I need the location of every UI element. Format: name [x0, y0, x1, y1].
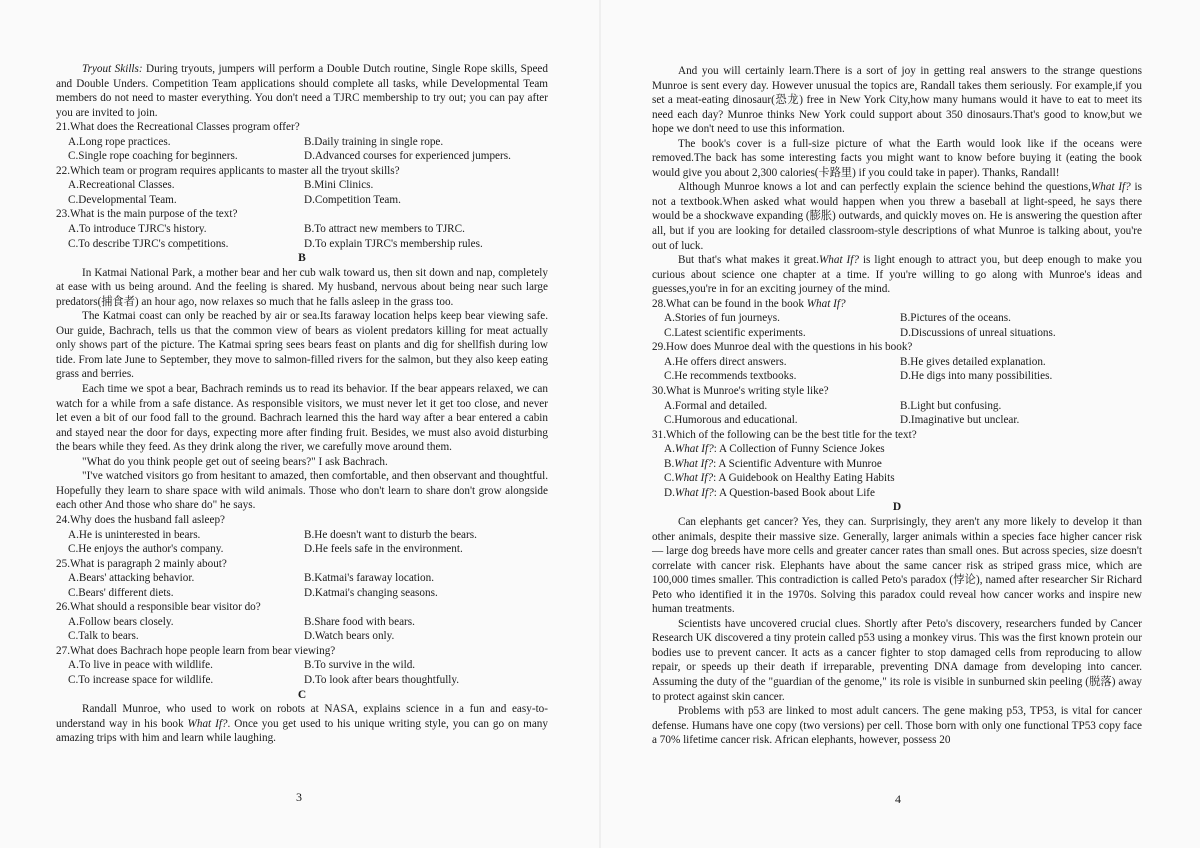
option-b: B.Share food with bears.: [304, 615, 415, 628]
question-stem: 31.Which of the following can be the best title for the text?: [652, 428, 917, 441]
question-stem: 23.What is the main purpose of the text?: [56, 208, 238, 221]
text-run: is not a textbook.When asked what would happen when you threw a baseball at light-speed, he says there would be a shockwave expanding (膨胀) outwards, and quickly moves on. He is answering the question after all, but if you are looking for detailed classroom-style descriptions of what Munroe is talking about, you're out of luck.: [652, 181, 1143, 252]
passage-b-paragraph-1: In Katmai National Park, a mother bear and her cub walk toward us, then sit down and nap, completely at ease with us being around. And the feeling is shared. My husband, nervous about being near such large predators(捕食者) an hour ago, now relaxes so much that he falls asleep in the grass too.: [56, 266, 548, 308]
tryout-skills-text: During tryouts, jumpers will perform a Double Dutch routine, Single Rope skills, Speed and Double Unders. Competition Team applications should complete all tasks, while Developmental Team members do not need to master everything. You don't need a TJRC membership to try out; you can pay after you are invited to join.: [56, 63, 548, 119]
book-title: What If?: [674, 443, 714, 456]
text-run: A.: [664, 443, 675, 456]
book-title: What If?: [1090, 181, 1131, 194]
passage-c-paragraph-2: And you will certainly learn.There is a sort of joy in getting real answers to the strange questions Munroe is sent every day. However unusual the topics are, Randall takes them seriously. For example,if you set a meat-eating dinosaur(恐龙) free in New York City,how many humans would it have to eat to meet its need each day? Munroe thinks New York could support about 350 dinosaurs.That's good to know,but we hope we don't need to use this information.: [652, 65, 1142, 136]
option-c: C.Latest scientific experiments.: [664, 326, 806, 339]
option-c: C.Bears' different diets.: [68, 586, 174, 599]
passage-d-paragraph-3: Problems with p53 are linked to most adult cancers. The gene making p53, TP53, is vital for cancer defense. Humans have one copy (two versions) per cell. Those born with only one functional TP53 copy face a 70% lifetime cancer risk. African elephants, however, possess 20: [652, 705, 1142, 747]
question-25: [56, 557, 548, 601]
question-stem: 25.What is paragraph 2 mainly about?: [56, 557, 227, 570]
option-d: D.Watch bears only.: [304, 630, 395, 643]
book-title: What If?: [187, 717, 228, 730]
passage-d-paragraph-1: Can elephants get cancer? Yes, they can. Surprisingly, they aren't any more likely to develop it than other animals, despite their massive size. Generally, larger animals within a species face higher cancer risk — large dog breeds have more cells and greater cancer rates than small ones. But across species, size doesn't correlate with cancer risk. Elephants have about the same cancer risk as striped grass mice, which are 100,000 times smaller. This contradiction is called Peto's paradox (悖论), named after researcher Sir Richard Peto who identified it in the 1970s. Solving this paradox could reveal how cancer works and inspire new human treatments.: [652, 515, 1142, 616]
text-run: Although Munroe knows a lot and can perfectly explain the science behind the questions,: [678, 181, 1091, 194]
text-run: . Once you get used to his unique writing style, you can go on many amazing trips with him and learn while laughing.: [56, 717, 548, 745]
option-d: D.Imaginative but unclear.: [900, 414, 1020, 427]
question-stem: [652, 297, 1142, 312]
question-31: [652, 428, 1142, 501]
option-a: A.Follow bears closely.: [68, 615, 174, 628]
question-stem: 30.What is Munroe's writing style like?: [652, 385, 829, 398]
text-run: is light enough to attract you, but deep enough to make you curious about science one chapter at a time. If you're willing to go along with Munroe's ideas and guesses,you're in for an exciting journey of the mind.: [652, 254, 1142, 296]
text-run: : A Scientific Adventure with Munroe: [713, 457, 882, 470]
option-a: A.Long rope practices.: [68, 135, 171, 148]
question-28: [652, 297, 1142, 341]
tryout-skills-label: Tryout Skills:: [82, 63, 143, 75]
option-c: C.Talk to bears.: [68, 630, 139, 643]
section-b-heading: B: [298, 252, 306, 265]
option-c: C.To describe TJRC's competitions.: [68, 237, 229, 250]
text-run: D.: [664, 486, 675, 499]
question-stem: 24.Why does the husband fall asleep?: [56, 513, 226, 526]
option-a: A.Bears' attacking behavior.: [68, 572, 195, 585]
section-d-heading: D: [892, 501, 902, 514]
question-22: [56, 164, 548, 208]
page-4: [600, 0, 1200, 848]
question-26: [56, 600, 548, 644]
text-run: : A Collection of Funny Science Jokes: [713, 443, 885, 456]
option-b: B.Daily training in single rope.: [304, 135, 444, 148]
option-b: B.Katmai's faraway location.: [304, 572, 435, 585]
option-c: C.Single rope coaching for beginners.: [68, 150, 238, 163]
option-b: [664, 457, 1142, 472]
question-stem: 22.Which team or program requires applicants to master all the tryout skills?: [56, 164, 400, 177]
passage-c-paragraph-3: The book's cover is a full-size picture of what the Earth would look like if the oceans were removed.The back has some interesting facts you might want to know before buying it (eating the book would give you about 2,300 calories(卡路里) if you could take in paper). Thanks, Randall!: [652, 137, 1142, 179]
passage-c-paragraph-4: [652, 180, 1142, 253]
section-c-heading: C: [297, 688, 307, 701]
option-a: A.Formal and detailed.: [664, 399, 768, 412]
option-d: D.Katmai's changing seasons.: [304, 586, 438, 599]
option-b: B.To attract new members to TJRC.: [304, 223, 465, 236]
book-title: What If?: [806, 297, 846, 310]
question-30: [652, 384, 1142, 428]
option-b: B.To survive in the wild.: [304, 659, 416, 672]
option-a: A.He offers direct answers.: [664, 355, 787, 368]
option-a: A.Recreational Classes.: [68, 179, 175, 192]
text-run: C.: [664, 472, 675, 485]
book-title: What If?: [674, 486, 714, 499]
option-d: D.Competition Team.: [304, 193, 401, 206]
question-stem: 27.What does Bachrach hope people learn from bear viewing?: [56, 644, 336, 657]
option-a: A.To introduce TJRC's history.: [68, 223, 207, 236]
option-b: B.Mini Clinics.: [304, 179, 374, 192]
option-c: C.He recommends textbooks.: [664, 370, 797, 383]
question-stem: 26.What should a responsible bear visitor do?: [56, 601, 261, 614]
passage-b-paragraph-4: "What do you think people get out of seeing bears?" I ask Bachrach.: [82, 455, 388, 468]
option-c: C.He enjoys the author's company.: [68, 543, 224, 556]
question-stem: 21.What does the Recreational Classes program offer?: [56, 121, 300, 134]
option-d: D.He feels safe in the environment.: [304, 543, 463, 556]
option-a: A.Stories of fun journeys.: [664, 312, 780, 325]
option-d: D.He digs into many possibilities.: [900, 370, 1053, 383]
option-c: C.Developmental Team.: [68, 193, 177, 206]
question-29: [652, 340, 1142, 384]
text-run: But that's what makes it great.: [678, 254, 819, 267]
passage-b-paragraph-5: "I've watched visitors go from hesitant to amazed, then comfortable, and then observant and thoughtful. Hopefully they learn to share space with wild animals. Those who don't learn to share don't grow alongside each other And those who share do" he says.: [56, 470, 548, 512]
passage-b-paragraph-3: Each time we spot a bear, Bachrach reminds us to read its behavior. If the bear appears relaxed, we can watch for a while from a safe distance. As responsible visitors, we must never let it get too close, and never let even a bit of our food fall to the ground. Bachrach learned this the hard way after a bear entered a cabin and stayed near the door for days, expecting more after finding fruit. Besides, we must also avoid disturbing the bears while they feed. As they drink along the river, we carefully move around them.: [56, 383, 548, 454]
option-d: D.Advanced courses for experienced jumpers.: [304, 150, 511, 163]
option-d: D.To look after bears thoughtfully.: [304, 673, 460, 686]
option-d: [664, 486, 1142, 501]
text-run: : A Guidebook on Healthy Eating Habits: [713, 472, 895, 485]
page-number: 4: [895, 792, 901, 806]
option-c: C.To increase space for wildlife.: [68, 673, 214, 686]
option-a: A.He is uninterested in bears.: [68, 528, 201, 541]
book-title: What If?: [674, 457, 714, 470]
text-run: 28.What can be found in the book: [652, 297, 807, 310]
book-title: What If?: [818, 254, 859, 267]
passage-d-paragraph-2: Scientists have uncovered crucial clues. Shortly after Peto's discovery, researchers funded by Cancer Research UK discovered a tiny protein called p53 using a monkey virus. This was the first known protein our bodies use to prevent cancer. It acts as a cancer fighter to stop damaged cells from reproducing to allow repair, or speeds up their death if irreparable, preventing DNA damage from developing into cancer. Assuming the duty of the "guardian of the genome," its role is visible in sunburned skin peeling (脱落) away to protect against skin cancer.: [652, 617, 1142, 703]
option-d: D.Discussions of unreal situations.: [900, 326, 1056, 339]
option-b: B.Pictures of the oceans.: [900, 312, 1011, 325]
question-23: [56, 207, 548, 251]
passage-c-paragraph-5: [652, 253, 1142, 297]
option-d: D.To explain TJRC's membership rules.: [304, 237, 483, 250]
question-stem: 29.How does Munroe deal with the questions in his book?: [652, 341, 913, 354]
text-run: : A Question-based Book about Life: [713, 486, 875, 499]
question-21: [56, 120, 548, 164]
text-run: Randall Munroe, who used to work on robots at NASA, explains science in a fun and easy-to-understand way in his book: [56, 703, 548, 730]
passage-b-paragraph-2: The Katmai coast can only be reached by air or sea.Its faraway location helps keep bear viewing safe. Our guide, Bachrach, tells us that the common view of bears as violent predators killing for meat actually only shows part of the picture. The Katmai spring sees bears feast on plants and dig for shellfish during low tide. From late June to September, they move to salmon-filled rivers for the salmon, but they also keep eating grass and berries.: [56, 310, 548, 381]
option-b: B.He doesn't want to disturb the bears.: [304, 528, 477, 541]
page-number: 3: [296, 790, 302, 804]
option-a: A.To live in peace with wildlife.: [68, 659, 213, 672]
option-b: B.He gives detailed explanation.: [900, 355, 1046, 368]
option-b: B.Light but confusing.: [900, 399, 1002, 412]
question-27: [56, 644, 548, 688]
tryout-skills-paragraph: [56, 62, 548, 120]
question-24: [56, 513, 548, 557]
option-c: [664, 471, 1142, 486]
option-a: [664, 442, 1142, 457]
book-title: What If?: [674, 472, 714, 485]
passage-c-paragraph-1: [56, 702, 548, 746]
option-c: C.Humorous and educational.: [664, 414, 798, 427]
text-run: B.: [664, 457, 675, 470]
